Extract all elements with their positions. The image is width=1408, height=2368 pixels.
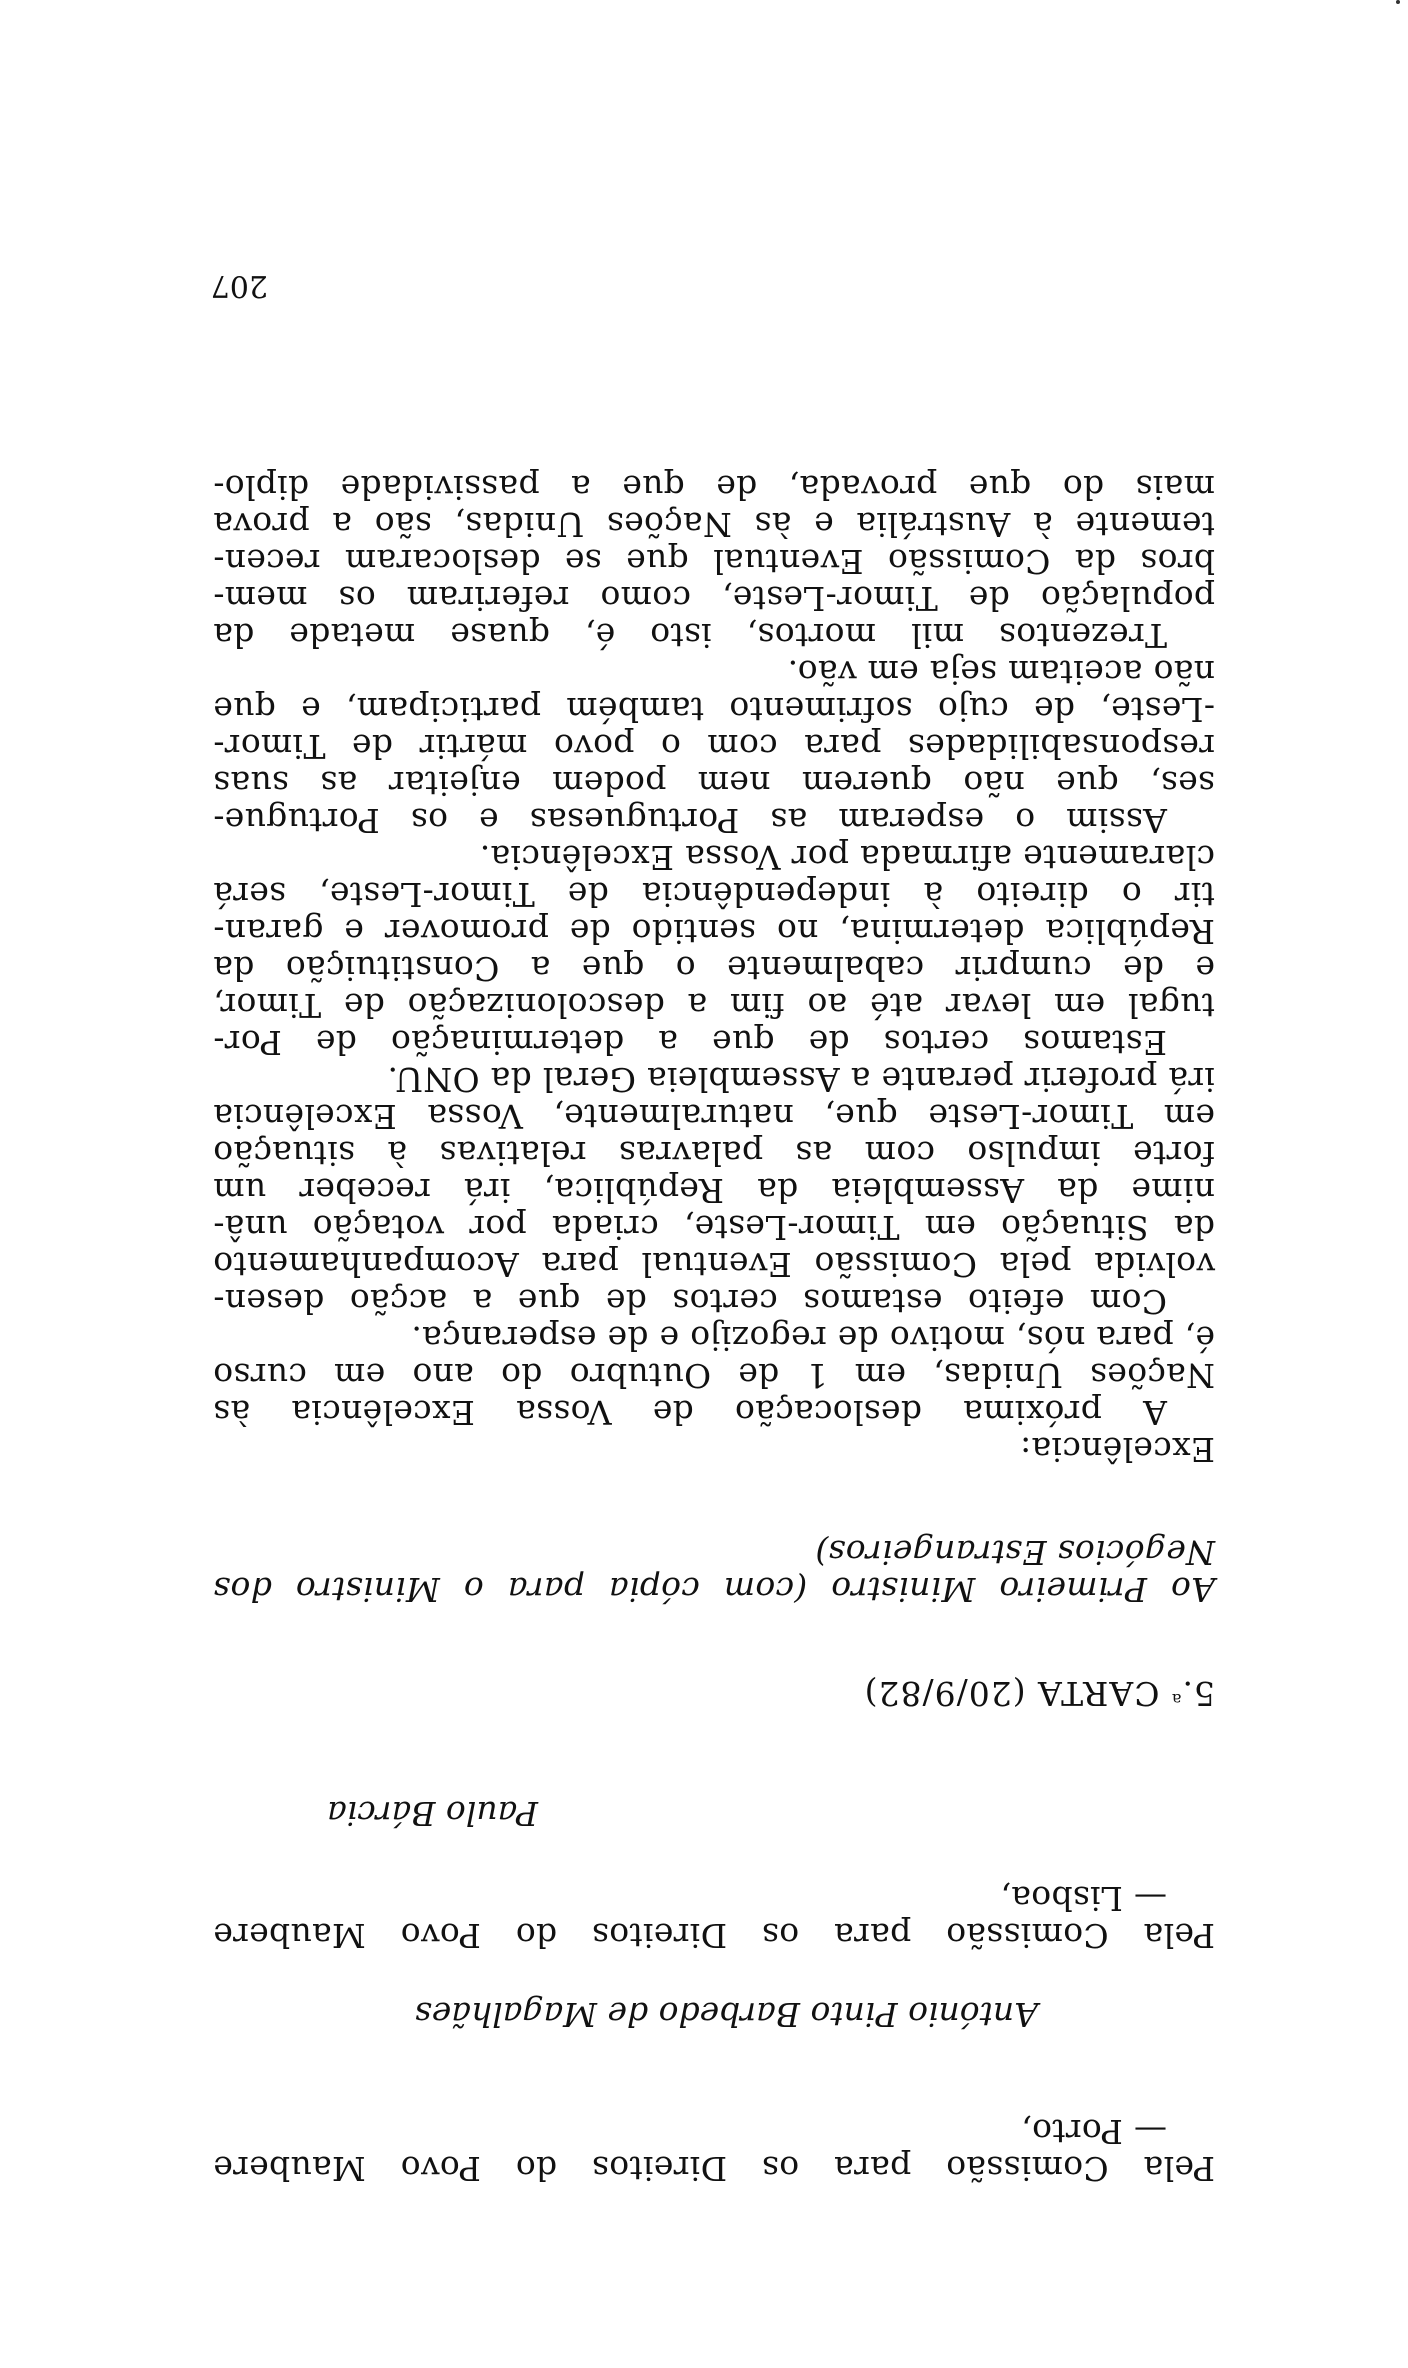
paragraph [213, 654, 1215, 839]
paragraph-line: bros da Comissão Eventual que se deslocaram recen- [213, 542, 1215, 581]
paragraph-line: irá proferir perante a Assembleia Geral da ONU. [387, 1060, 1215, 1099]
signature-committee-line: Pela Comissão para os Direitos do Povo Maubere [213, 1916, 1215, 1955]
paragraph-line: em Timor-Leste que, naturalmente, Vossa Excelência [213, 1097, 1215, 1136]
paragraph [213, 1320, 1215, 1431]
signature-name: António Pinto Barbedo de Magalhães [414, 1995, 1038, 2034]
paragraph-line: Nações Unidas, em 1 de Outubro do ano em curso [213, 1356, 1215, 1395]
addressee-line: Ao Primeiro Ministro (com cópia para o Ministro dos [213, 1570, 1215, 1609]
paragraph-line: nime da Assembleia da República, irá receber um [213, 1171, 1215, 1210]
paragraph-line: tir o direito à independência de Timor-Leste, será [213, 875, 1215, 914]
paragraph-line: Estamos certos de que a determinação de Por- [213, 1023, 1167, 1062]
paragraph-line: -Leste, de cujo sofrimento também participam, e que [213, 690, 1215, 729]
paragraph-line: mais do que provada, de que a passividade diplo- [213, 468, 1215, 507]
letter-heading [864, 1675, 1215, 1718]
signature-name: Paulo Bárcia [327, 1794, 538, 1833]
salutation: Excelência: [1019, 1430, 1215, 1469]
paragraph-line: ses, que não querem nem podem enjeitar as suas [213, 764, 1215, 803]
paragraph-line: forte impulso com as palavras relativas à situação [213, 1134, 1215, 1173]
paragraph-line: Trezentos mil mortos, isto é, quase metade da [213, 616, 1167, 655]
signature-block-porto [213, 2113, 1215, 2187]
paragraph-line: A próxima deslocação de Vossa Excelência às [213, 1393, 1167, 1432]
paragraph-line: da Situação em Timor-Leste, criada por votação unâ- [213, 1208, 1215, 1247]
signature-committee-line: Pela Comissão para os Direitos do Povo Maubere [213, 2149, 1215, 2188]
letter-number: 5. [1181, 1674, 1215, 1713]
ordinal-superscript: a [1170, 1690, 1182, 1709]
scan-speck [1396, 0, 1400, 4]
letter-body [213, 469, 1215, 1468]
paragraph-line: claramente afirmada por Vossa Excelência. [479, 838, 1215, 877]
paragraph-line: não aceitam seja em vão. [787, 653, 1215, 692]
paragraph-line: temente à Austrália e às Nações Unidas, são a prova [213, 505, 1215, 544]
paragraph-line: tugal em levar até ao fim a descolonização de Timor, [213, 986, 1215, 1025]
paragraph [213, 839, 1215, 1061]
signature-block-lisboa [213, 1880, 1215, 1954]
paragraph-line: Com efeito estamos certos de que a acção desen- [213, 1282, 1167, 1321]
paragraph-line: Assim o esperam as Portuguesas e os Portugue- [213, 801, 1167, 840]
paragraph-line: população de Timor-Leste, como referiram os mem- [213, 579, 1215, 618]
paragraph-line: e de cumprir cabalmente o que a Constituição da [213, 949, 1215, 988]
paragraph-line: responsabilidades para com o povo mártir de Timor- [213, 727, 1215, 766]
addressee-line: Negócios Estrangeiros) [815, 1533, 1215, 1572]
paragraph-line: volvida pela Comissão Eventual para Acompanhamento [213, 1245, 1215, 1284]
page-number: 207 [210, 268, 268, 303]
letter-title: CARTA (20/9/82) [863, 1674, 1160, 1713]
signature-city: — Porto, [1020, 2112, 1167, 2151]
addressee [213, 1534, 1215, 1608]
signature-city: — Lisboa, [1000, 1879, 1167, 1918]
paragraph [213, 469, 1215, 654]
paragraph [213, 1061, 1215, 1320]
paragraph-line: República determina, no sentido de promover e garan- [213, 912, 1215, 951]
paragraph-line: é, para nós, motivo de regozijo e de esperança. [411, 1319, 1215, 1358]
